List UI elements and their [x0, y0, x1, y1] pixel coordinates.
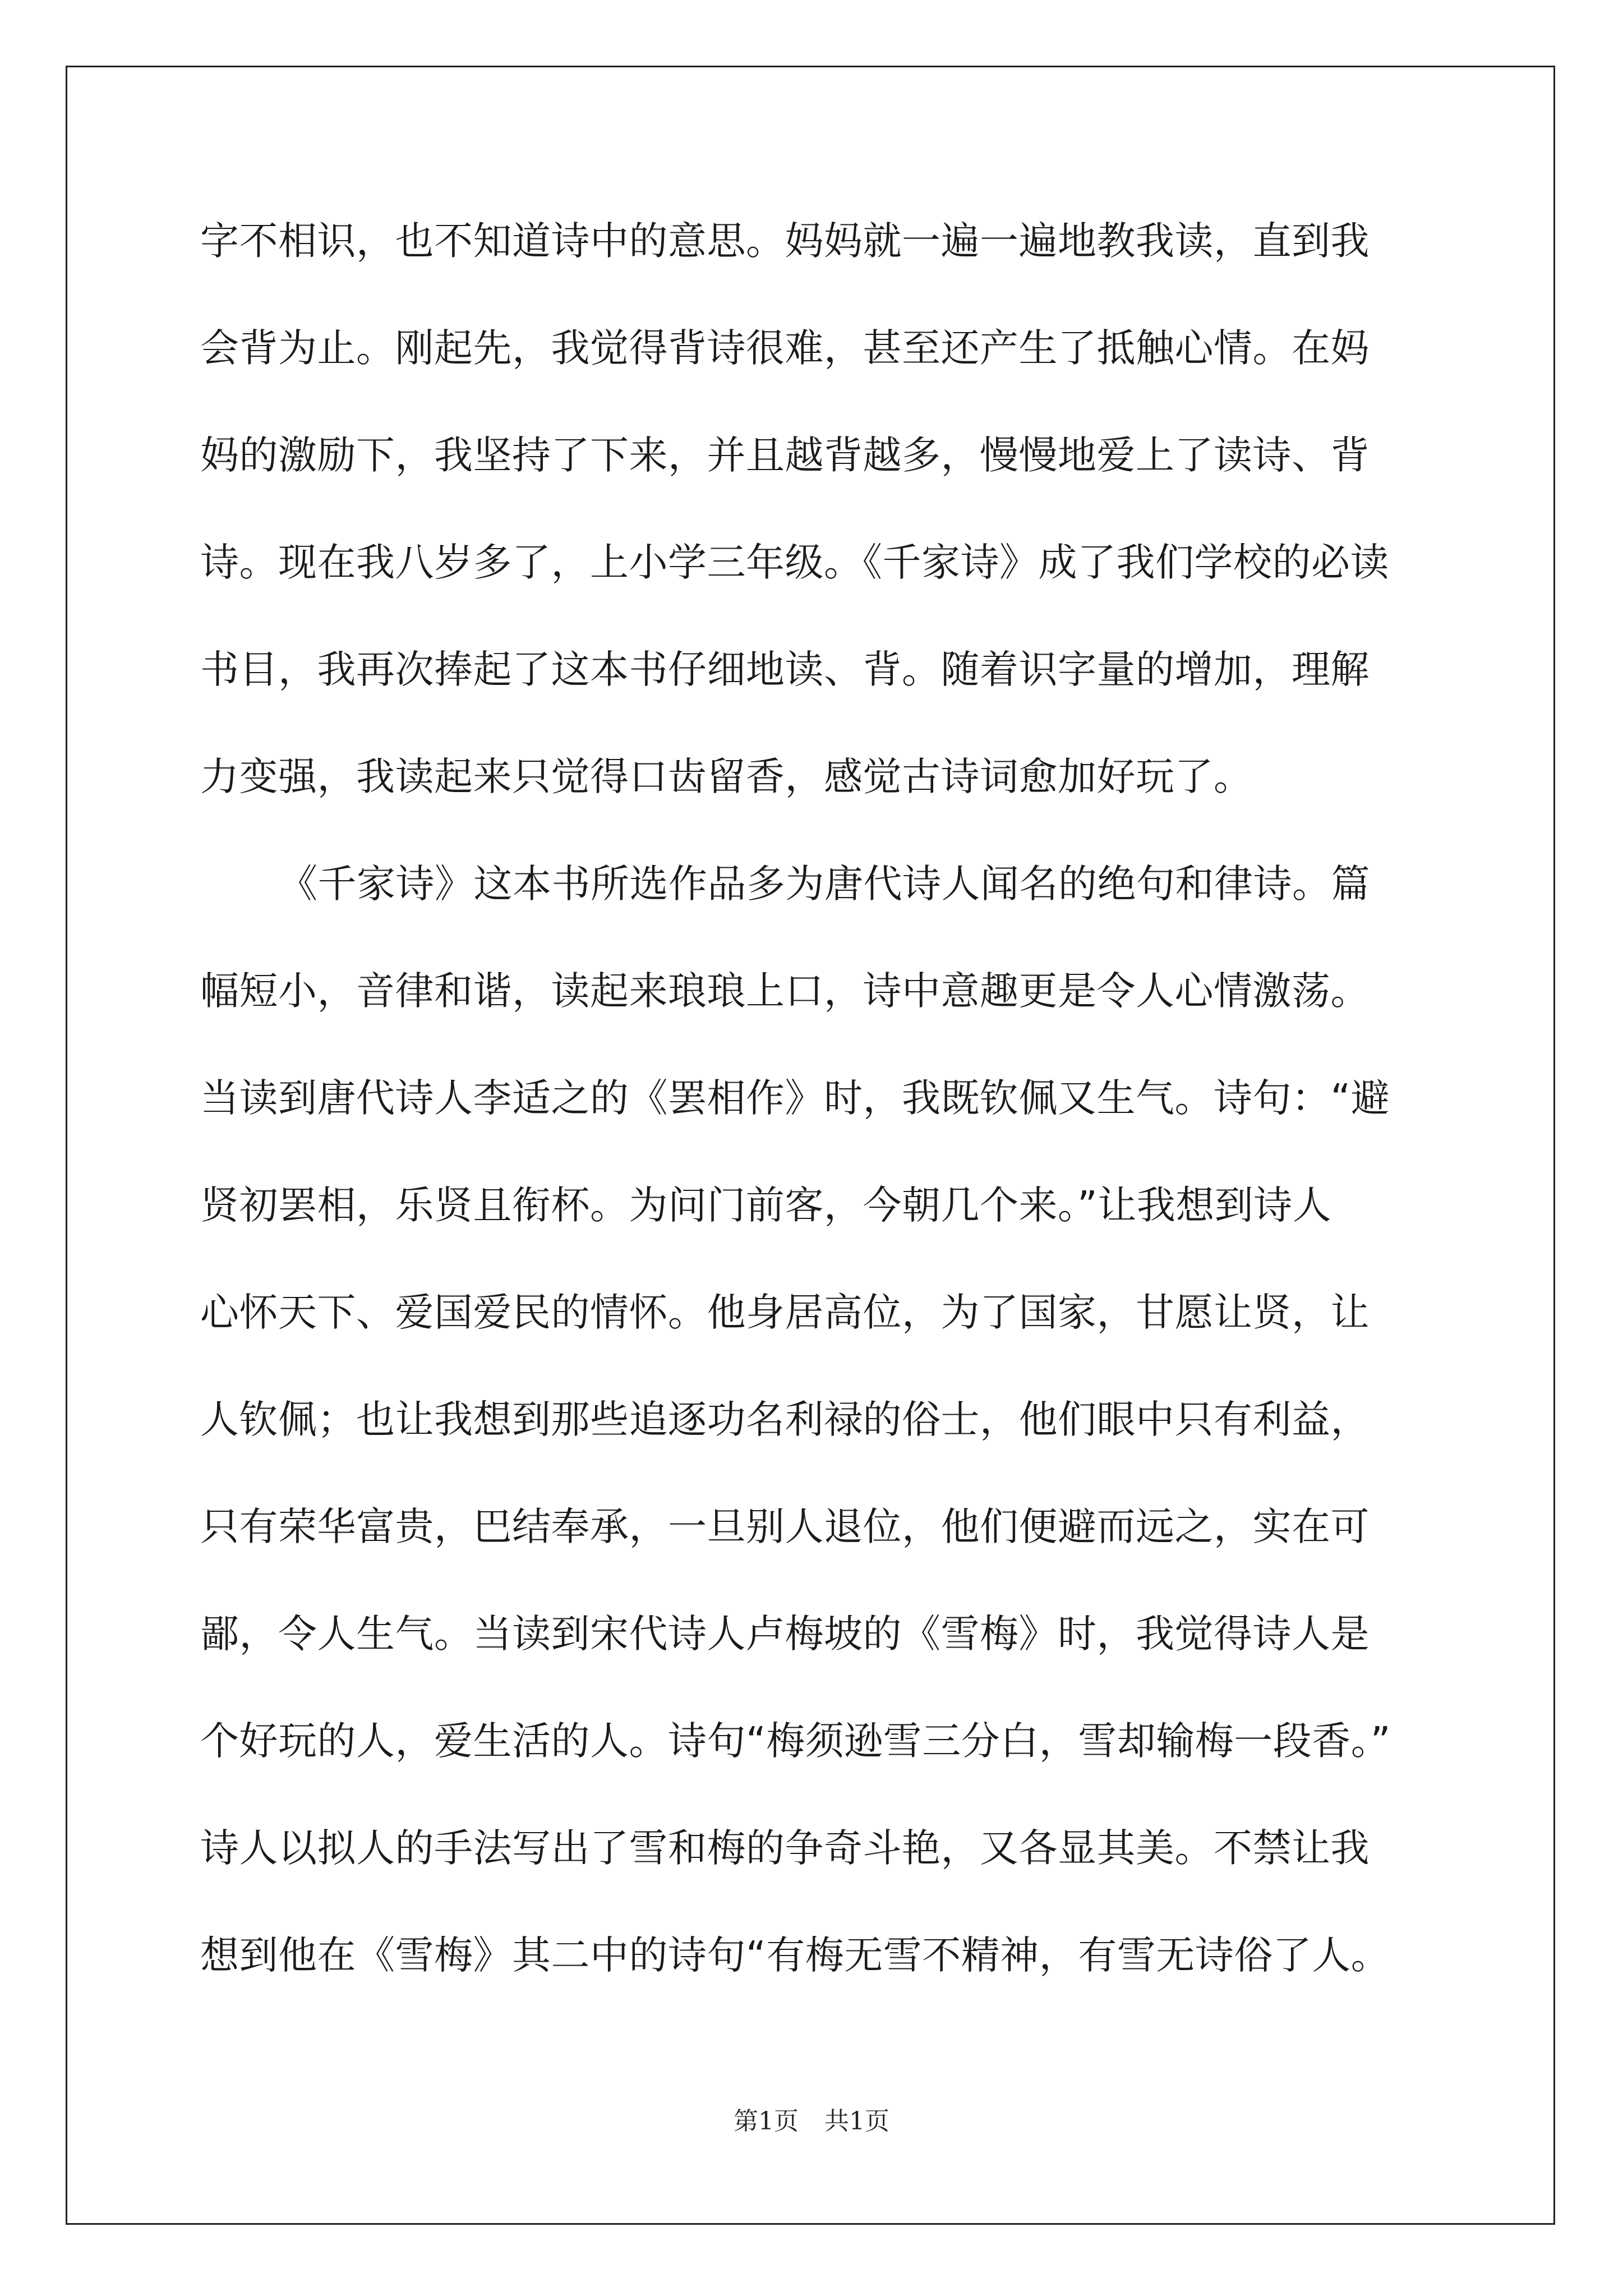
text-line: 妈的激励下，我坚持了下来，并且越背越多，慢慢地爱上了读诗、背 [200, 433, 1370, 478]
page-footer [0, 2101, 1623, 2137]
text-line: 诗。现在我八岁多了，上小学三年级。《千家诗》成了我们学校的必读 [200, 540, 1389, 585]
text-line: 人钦佩；也让我想到那些追逐功名利禄的俗士，他们眼中只有利益， [200, 1397, 1370, 1442]
text-line: 字不相识，也不知道诗中的意思。妈妈就一遍一遍地教我读，直到我 [200, 219, 1370, 264]
text-line: 想到他在《雪梅》其二中的诗句“有梅无雪不精神，有雪无诗俗了人。 [200, 1933, 1390, 1978]
text-line: 当读到唐代诗人李适之的《罢相作》时，我既钦佩又生气。诗句：“避 [200, 1076, 1390, 1121]
text-line: 《千家诗》这本书所选作品多为唐代诗人闻名的绝句和律诗。篇 [279, 862, 1370, 907]
page-number-current: 第1页 [734, 2107, 799, 2136]
document-body [200, 213, 1507, 2035]
page-number-total: 共1页 [824, 2107, 889, 2136]
text-line: 会背为止。刚起先，我觉得背诗很难，甚至还产生了抵触心情。在妈 [200, 326, 1370, 371]
text-line: 书目，我再次捧起了这本书仔细地读、背。随着识字量的增加，理解 [200, 647, 1370, 692]
text-line: 心怀天下、爱国爱民的情怀。他身居高位，为了国家，甘愿让贤，让 [200, 1290, 1370, 1335]
text-line: 力变强，我读起来只觉得口齿留香，感觉古诗词愈加好玩了。 [200, 754, 1253, 799]
text-line: 个好玩的人，爱生活的人。诗句“梅须逊雪三分白，雪却输梅一段香。” [200, 1719, 1391, 1764]
text-line: 贤初罢相，乐贤且衔杯。为问门前客，今朝几个来。”让我想到诗人 [200, 1183, 1332, 1228]
text-line: 只有荣华富贵，巴结奉承，一旦别人退位，他们便避而远之，实在可 [200, 1504, 1370, 1549]
text-line: 幅短小，音律和谐，读起来琅琅上口，诗中意趣更是令人心情激荡。 [200, 969, 1370, 1014]
text-line: 鄙，令人生气。当读到宋代诗人卢梅坡的《雪梅》时，我觉得诗人是 [200, 1612, 1370, 1657]
text-line: 诗人以拟人的手法写出了雪和梅的争奇斗艳，又各显其美。不禁让我 [200, 1826, 1370, 1871]
